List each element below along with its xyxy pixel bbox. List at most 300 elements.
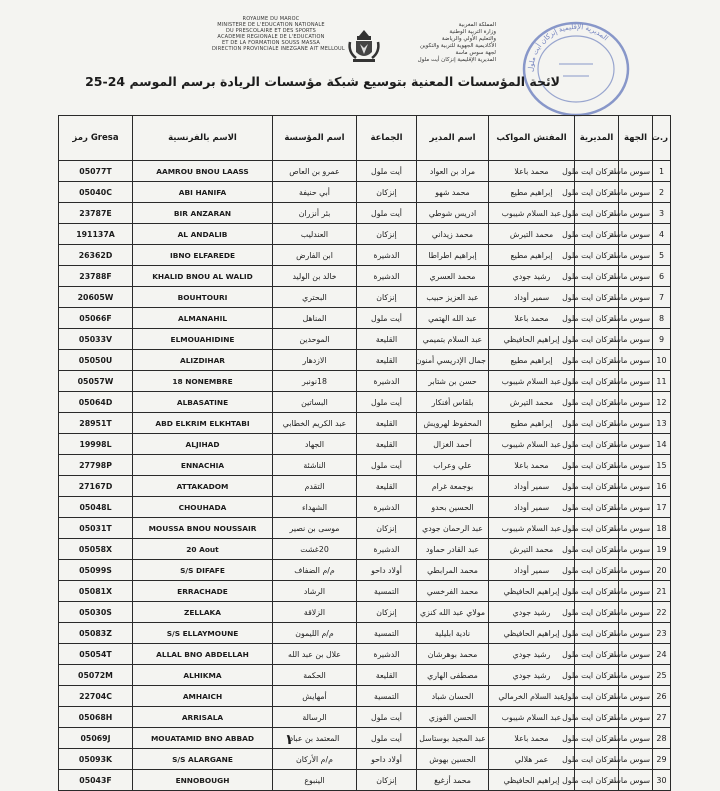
inspector-cell: إبراهيم الحافيظي	[489, 623, 575, 644]
director-cell: أحمد الغزال	[417, 434, 489, 455]
row-number-cell: 10	[653, 350, 671, 371]
director-cell: ادريس شوطي	[417, 203, 489, 224]
institution-cell: الرسالة	[273, 707, 357, 728]
directorate-cell: انزكان ايت ملول	[575, 245, 619, 266]
commune-cell: أيت ملول	[357, 455, 417, 476]
director-cell: الحسين بهوش	[417, 749, 489, 770]
inspector-cell: محمد باعلا	[489, 455, 575, 476]
inspector-cell: إبراهيم مطيع	[489, 182, 575, 203]
gresa-code-cell: 23788F	[59, 266, 133, 287]
director-cell: محمد العسري	[417, 266, 489, 287]
directorate-cell: انزكان ايت ملول	[575, 182, 619, 203]
gresa-code-cell: 05054T	[59, 644, 133, 665]
commune-cell: أيت ملول	[357, 203, 417, 224]
header-french-block	[212, 16, 345, 52]
director-cell: الحسان شباد	[417, 686, 489, 707]
header-fr-line: DU PRESCOLAIRE ET DES SPORTS	[225, 28, 316, 34]
directorate-cell: انزكان ايت ملول	[575, 728, 619, 749]
table-row	[59, 644, 671, 665]
inspector-cell: إبراهيم مطيع	[489, 350, 575, 371]
directorate-cell: انزكان ايت ملول	[575, 539, 619, 560]
row-number-cell: 1	[653, 161, 671, 182]
commune-cell: القليعة	[357, 434, 417, 455]
institution-cell: الجهاد	[273, 434, 357, 455]
header-ar-line: الأكاديمية الجهوية للتربية والتكوين	[419, 43, 496, 49]
directorate-cell: انزكان ايت ملول	[575, 686, 619, 707]
table-row	[59, 287, 671, 308]
row-number-cell: 16	[653, 476, 671, 497]
region-cell: سوس ماسة	[619, 749, 653, 770]
inspector-cell: سمير أوداد	[489, 287, 575, 308]
director-cell: محمد زيداني	[417, 224, 489, 245]
inspector-cell: رشيد جودي	[489, 665, 575, 686]
inspector-cell: إبراهيم الحافيظي	[489, 329, 575, 350]
gresa-code-cell: 05069J	[59, 728, 133, 749]
institutions-table	[58, 115, 671, 791]
commune-cell: الدشيرة	[357, 371, 417, 392]
stamp-text: المديرية الإقليمية إنزكان أيت ملول	[526, 22, 610, 73]
header-ar-line: المديرية الإقليمية إنزكان أيت ملول	[417, 57, 496, 63]
director-cell: محمد الفرخسي	[417, 581, 489, 602]
director-cell: محمد بوهرشان	[417, 644, 489, 665]
inspector-cell: عبد السلام شيبوب	[489, 707, 575, 728]
director-cell: مصطفى الهاري	[417, 665, 489, 686]
gresa-code-cell: 05093K	[59, 749, 133, 770]
row-number-cell: 12	[653, 392, 671, 413]
commune-cell: الدشيرة	[357, 266, 417, 287]
col-number: ر.ت	[653, 116, 671, 161]
row-number-cell: 29	[653, 749, 671, 770]
gresa-code-cell: 23787E	[59, 203, 133, 224]
name-french-cell: 20 Aout	[133, 539, 273, 560]
directorate-cell: انزكان ايت ملول	[575, 392, 619, 413]
row-number-cell: 3	[653, 203, 671, 224]
name-french-cell: 18 NONEMBRE	[133, 371, 273, 392]
gresa-code-cell: 05077T	[59, 161, 133, 182]
institution-cell: م/م الضفاف	[273, 560, 357, 581]
director-cell: عبد الله الهتمي	[417, 308, 489, 329]
institution-cell: 18نونبر	[273, 371, 357, 392]
table-row	[59, 224, 671, 245]
director-cell: محمد شهو	[417, 182, 489, 203]
table-row	[59, 602, 671, 623]
name-french-cell: S/S DIFAFE	[133, 560, 273, 581]
gresa-code-cell: 05048L	[59, 497, 133, 518]
region-cell: سوس ماسة	[619, 308, 653, 329]
directorate-cell: انزكان ايت ملول	[575, 665, 619, 686]
region-cell: سوس ماسة	[619, 728, 653, 749]
name-french-cell: ALLAL BNO ABDELLAH	[133, 644, 273, 665]
official-stamp	[515, 14, 637, 120]
region-cell: سوس ماسة	[619, 644, 653, 665]
directorate-cell: انزكان ايت ملول	[575, 602, 619, 623]
commune-cell: أولاد داحو	[357, 560, 417, 581]
institution-cell: الشهداء	[273, 497, 357, 518]
institution-cell: علال بن عبد الله	[273, 644, 357, 665]
gresa-code-cell: 05031T	[59, 518, 133, 539]
directorate-cell: انزكان ايت ملول	[575, 707, 619, 728]
commune-cell: التمسية	[357, 623, 417, 644]
commune-cell: إنزكان	[357, 182, 417, 203]
commune-cell: إنزكان	[357, 287, 417, 308]
directorate-cell: انزكان ايت ملول	[575, 224, 619, 245]
director-cell: عبد العزيز حبيب	[417, 287, 489, 308]
name-french-cell: ELMOUAHIDINE	[133, 329, 273, 350]
row-number-cell: 5	[653, 245, 671, 266]
inspector-cell: عبد السلام شيبوب	[489, 518, 575, 539]
region-cell: سوس ماسة	[619, 392, 653, 413]
name-french-cell: AAMROU BNOU LAASS	[133, 161, 273, 182]
inspector-cell: سمير أوداد	[489, 560, 575, 581]
commune-cell: القليعة	[357, 350, 417, 371]
inspector-cell: رشيد جودي	[489, 644, 575, 665]
name-french-cell: ATTAKADOM	[133, 476, 273, 497]
institution-cell: الرشاد	[273, 581, 357, 602]
name-french-cell: ABD ELKRIM ELKHTABI	[133, 413, 273, 434]
commune-cell: أيت ملول	[357, 161, 417, 182]
institution-cell: الينبوع	[273, 770, 357, 791]
director-cell: الحسن الفوزي	[417, 707, 489, 728]
name-french-cell: IBNO ELFAREDE	[133, 245, 273, 266]
institution-cell: التقدم	[273, 476, 357, 497]
region-cell: سوس ماسة	[619, 455, 653, 476]
institution-cell: الازدهار	[273, 350, 357, 371]
table-row	[59, 203, 671, 224]
directorate-cell: انزكان ايت ملول	[575, 749, 619, 770]
inspector-cell: محمد باعلا	[489, 308, 575, 329]
row-number-cell: 15	[653, 455, 671, 476]
col-name-french: الاسم بالفرنسية	[133, 116, 273, 161]
institution-cell: عمرو بن العاص	[273, 161, 357, 182]
header-arabic-block	[398, 22, 496, 64]
gresa-code-cell: 28951T	[59, 413, 133, 434]
table-row	[59, 413, 671, 434]
institution-cell: البحتري	[273, 287, 357, 308]
table-row	[59, 455, 671, 476]
inspector-cell: رشيد جودي	[489, 266, 575, 287]
directorate-cell: انزكان ايت ملول	[575, 203, 619, 224]
col-directorate: المديرية	[575, 116, 619, 161]
region-cell: سوس ماسة	[619, 602, 653, 623]
inspector-cell: إبراهيم مطيع	[489, 413, 575, 434]
institution-cell: ابن الفارض	[273, 245, 357, 266]
region-cell: سوس ماسة	[619, 224, 653, 245]
institution-cell: م/م الليمون	[273, 623, 357, 644]
col-commune: الجماعة	[357, 116, 417, 161]
directorate-cell: انزكان ايت ملول	[575, 329, 619, 350]
gresa-code-cell: 27798P	[59, 455, 133, 476]
directorate-cell: انزكان ايت ملول	[575, 623, 619, 644]
row-number-cell: 8	[653, 308, 671, 329]
gresa-code-cell: 22704C	[59, 686, 133, 707]
directorate-cell: انزكان ايت ملول	[575, 434, 619, 455]
director-cell: جمال الإدريسي أمنون	[417, 350, 489, 371]
name-french-cell: ENNACHIA	[133, 455, 273, 476]
header-ar-line: وزارة التربية الوطنية	[449, 29, 496, 35]
inspector-cell: عبد السلام شيبوب	[489, 434, 575, 455]
table-row	[59, 497, 671, 518]
inspector-cell: محمد التيرش	[489, 392, 575, 413]
directorate-cell: انزكان ايت ملول	[575, 497, 619, 518]
row-number-cell: 7	[653, 287, 671, 308]
inspector-cell: محمد التيرش	[489, 539, 575, 560]
region-cell: سوس ماسة	[619, 203, 653, 224]
kingdom-emblem-icon	[347, 28, 381, 64]
table-row	[59, 665, 671, 686]
row-number-cell: 28	[653, 728, 671, 749]
gresa-code-cell: 05033V	[59, 329, 133, 350]
row-number-cell: 21	[653, 581, 671, 602]
header-ar-line: لجهة سوس ماسة	[455, 50, 496, 56]
inspector-cell: سمير أوداد	[489, 497, 575, 518]
table-row	[59, 560, 671, 581]
gresa-code-cell: 05099S	[59, 560, 133, 581]
director-cell: عبد القادر حماود	[417, 539, 489, 560]
row-number-cell: 24	[653, 644, 671, 665]
director-cell: الحسين بحدو	[417, 497, 489, 518]
commune-cell: القليعة	[357, 665, 417, 686]
table-row	[59, 749, 671, 770]
gresa-code-cell: 05043F	[59, 770, 133, 791]
name-french-cell: AMHAICH	[133, 686, 273, 707]
table-row	[59, 434, 671, 455]
commune-cell: التمسية	[357, 686, 417, 707]
commune-cell: القليعة	[357, 329, 417, 350]
row-number-cell: 17	[653, 497, 671, 518]
directorate-cell: انزكان ايت ملول	[575, 371, 619, 392]
gresa-code-cell: 05057W	[59, 371, 133, 392]
table-row	[59, 161, 671, 182]
director-cell: بوجمعة غرام	[417, 476, 489, 497]
region-cell: سوس ماسة	[619, 371, 653, 392]
institution-cell: 20غشت	[273, 539, 357, 560]
inspector-cell: عبد السلام الخرمالي	[489, 686, 575, 707]
row-number-cell: 9	[653, 329, 671, 350]
commune-cell: أيت ملول	[357, 728, 417, 749]
commune-cell: أيت ملول	[357, 308, 417, 329]
table-row	[59, 245, 671, 266]
director-cell: محمد المرابطي	[417, 560, 489, 581]
commune-cell: إنزكان	[357, 518, 417, 539]
director-cell: عبد السلام بتميمي	[417, 329, 489, 350]
directorate-cell: انزكان ايت ملول	[575, 581, 619, 602]
institution-cell: الحكمة	[273, 665, 357, 686]
row-number-cell: 6	[653, 266, 671, 287]
name-french-cell: ARRISALA	[133, 707, 273, 728]
directorate-cell: انزكان ايت ملول	[575, 308, 619, 329]
header-fr-line: ROYAUME DU MAROC	[242, 16, 300, 22]
row-number-cell: 14	[653, 434, 671, 455]
row-number-cell: 2	[653, 182, 671, 203]
inspector-cell: سمير أوداد	[489, 476, 575, 497]
institution-cell: المناهل	[273, 308, 357, 329]
gresa-code-cell: 05081X	[59, 581, 133, 602]
region-cell: سوس ماسة	[619, 329, 653, 350]
gresa-code-cell: 05068H	[59, 707, 133, 728]
gresa-code-cell: 20605W	[59, 287, 133, 308]
director-cell: مراد بن العواد	[417, 161, 489, 182]
directorate-cell: انزكان ايت ملول	[575, 560, 619, 581]
institution-cell: البساتين	[273, 392, 357, 413]
table-row	[59, 266, 671, 287]
name-french-cell: AL ANDALIB	[133, 224, 273, 245]
directorate-cell: انزكان ايت ملول	[575, 413, 619, 434]
directorate-cell: انزكان ايت ملول	[575, 161, 619, 182]
row-number-cell: 26	[653, 686, 671, 707]
table-header-row	[59, 116, 671, 161]
name-french-cell: S/S ALARGANE	[133, 749, 273, 770]
row-number-cell: 11	[653, 371, 671, 392]
name-french-cell: MOUATAMID BNO ABBAD	[133, 728, 273, 749]
col-inspector: المفتش المواكب	[489, 116, 575, 161]
name-french-cell: ABI HANIFA	[133, 182, 273, 203]
institution-cell: الناشئة	[273, 455, 357, 476]
row-number-cell: 4	[653, 224, 671, 245]
inspector-cell: محمد التيرش	[489, 224, 575, 245]
director-cell: إبراهيم اطراطا	[417, 245, 489, 266]
region-cell: سوس ماسة	[619, 434, 653, 455]
gresa-code-cell: 05030S	[59, 602, 133, 623]
name-french-cell: S/S ELLAYMOUNE	[133, 623, 273, 644]
gresa-code-cell: 19998L	[59, 434, 133, 455]
commune-cell: التمسية	[357, 581, 417, 602]
row-number-cell: 18	[653, 518, 671, 539]
directorate-cell: انزكان ايت ملول	[575, 350, 619, 371]
region-cell: سوس ماسة	[619, 770, 653, 791]
region-cell: سوس ماسة	[619, 707, 653, 728]
directorate-cell: انزكان ايت ملول	[575, 455, 619, 476]
row-number-cell: 19	[653, 539, 671, 560]
row-number-cell: 22	[653, 602, 671, 623]
inspector-cell: عمر هلالي	[489, 749, 575, 770]
institution-cell: أبي حنيفة	[273, 182, 357, 203]
region-cell: سوس ماسة	[619, 161, 653, 182]
col-director: اسم المدير	[417, 116, 489, 161]
commune-cell: أولاد داحو	[357, 749, 417, 770]
directorate-cell: انزكان ايت ملول	[575, 518, 619, 539]
inspector-cell: إبراهيم الحافيظي	[489, 581, 575, 602]
table-body	[59, 161, 671, 791]
region-cell: سوس ماسة	[619, 476, 653, 497]
director-cell: عبد المجيد بوستاسل	[417, 728, 489, 749]
commune-cell: إنزكان	[357, 602, 417, 623]
region-cell: سوس ماسة	[619, 560, 653, 581]
name-french-cell: KHALID BNOU AL WALID	[133, 266, 273, 287]
name-french-cell: ALHIKMA	[133, 665, 273, 686]
inspector-cell: إبراهيم مطيع	[489, 245, 575, 266]
table-row	[59, 329, 671, 350]
gresa-code-cell: 05083Z	[59, 623, 133, 644]
region-cell: سوس ماسة	[619, 686, 653, 707]
director-cell: محمد أزغيغ	[417, 770, 489, 791]
name-french-cell: CHOUHADA	[133, 497, 273, 518]
name-french-cell: BIR ANZARAN	[133, 203, 273, 224]
gresa-code-cell: 05058X	[59, 539, 133, 560]
name-french-cell: ALJIHAD	[133, 434, 273, 455]
commune-cell: الدشيرة	[357, 497, 417, 518]
name-french-cell: BOUHTOURI	[133, 287, 273, 308]
document-header	[0, 0, 720, 73]
institution-cell: أمهايش	[273, 686, 357, 707]
row-number-cell: 23	[653, 623, 671, 644]
gresa-code-cell: 05066F	[59, 308, 133, 329]
director-cell: المحفوظ لهرويش	[417, 413, 489, 434]
commune-cell: الدشيرة	[357, 539, 417, 560]
region-cell: سوس ماسة	[619, 245, 653, 266]
commune-cell: إنزكان	[357, 770, 417, 791]
row-number-cell: 30	[653, 770, 671, 791]
table-row	[59, 707, 671, 728]
inspector-cell: محمد باعلا	[489, 728, 575, 749]
region-cell: سوس ماسة	[619, 413, 653, 434]
table-row	[59, 518, 671, 539]
gresa-code-cell: 27167D	[59, 476, 133, 497]
name-french-cell: ALIZDIHAR	[133, 350, 273, 371]
directorate-cell: انزكان ايت ملول	[575, 644, 619, 665]
director-cell: بلقاس أفنكار	[417, 392, 489, 413]
gresa-code-cell: 05050U	[59, 350, 133, 371]
table-row	[59, 392, 671, 413]
inspector-cell: عبد السلام شيبوب	[489, 371, 575, 392]
table-row	[59, 539, 671, 560]
institution-cell: الموحدين	[273, 329, 357, 350]
name-french-cell: ALMANAHIL	[133, 308, 273, 329]
commune-cell: القليعة	[357, 413, 417, 434]
region-cell: سوس ماسة	[619, 623, 653, 644]
table-row	[59, 371, 671, 392]
name-french-cell: ENNOBOUGH	[133, 770, 273, 791]
region-cell: سوس ماسة	[619, 665, 653, 686]
inspector-cell: عبد السلام شيبوب	[489, 203, 575, 224]
institution-cell: م/م الأركان	[273, 749, 357, 770]
inspector-cell: رشيد جودي	[489, 602, 575, 623]
directorate-cell: انزكان ايت ملول	[575, 287, 619, 308]
region-cell: سوس ماسة	[619, 182, 653, 203]
region-cell: سوس ماسة	[619, 350, 653, 371]
region-cell: سوس ماسة	[619, 518, 653, 539]
region-cell: سوس ماسة	[619, 581, 653, 602]
institution-cell: عبد الكريم الخطابي	[273, 413, 357, 434]
director-cell: حسن بن شتابر	[417, 371, 489, 392]
name-french-cell: ALBASATINE	[133, 392, 273, 413]
commune-cell: الدشيرة	[357, 644, 417, 665]
gresa-code-cell: 191137A	[59, 224, 133, 245]
header-fr-line: DIRECTION PROVINCIALE INEZGANE AIT MELLOUL	[212, 46, 345, 52]
name-french-cell: ERRACHADE	[133, 581, 273, 602]
table-row	[59, 770, 671, 791]
table-row	[59, 581, 671, 602]
commune-cell: أيت ملول	[357, 392, 417, 413]
table-row	[59, 182, 671, 203]
region-cell: سوس ماسة	[619, 287, 653, 308]
institution-cell: المعتمد بن عباد	[273, 728, 357, 749]
director-cell: علي وعراب	[417, 455, 489, 476]
directorate-cell: انزكان ايت ملول	[575, 770, 619, 791]
table-row	[59, 476, 671, 497]
commune-cell: إنزكان	[357, 224, 417, 245]
inspector-cell: إبراهيم الحافيظي	[489, 770, 575, 791]
row-number-cell: 25	[653, 665, 671, 686]
director-cell: نادية ابليلية	[417, 623, 489, 644]
table-row	[59, 728, 671, 749]
col-region: الجهة	[619, 116, 653, 161]
commune-cell: الدشيرة	[357, 245, 417, 266]
commune-cell: القليعة	[357, 476, 417, 497]
table-row	[59, 350, 671, 371]
institution-cell: موسى بن نصير	[273, 518, 357, 539]
inspector-cell: محمد باعلا	[489, 161, 575, 182]
table-row	[59, 686, 671, 707]
